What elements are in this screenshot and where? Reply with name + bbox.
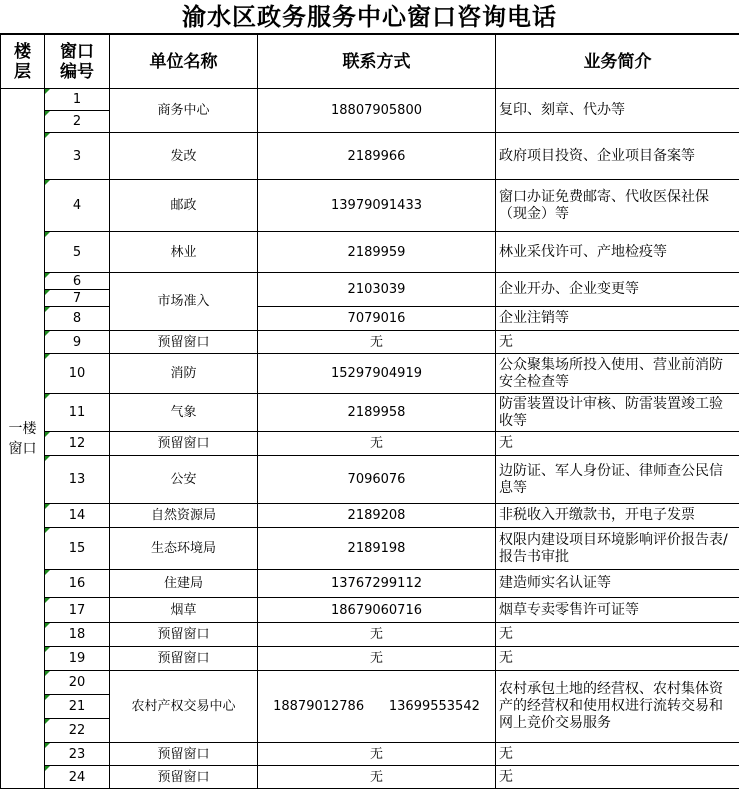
unit-name: 公安	[110, 456, 258, 504]
header-business: 业务简介	[496, 35, 739, 89]
contact-phone: 18807905800	[258, 89, 496, 133]
contact-phone: 2189966	[258, 133, 496, 180]
table-row	[1, 232, 739, 273]
window-number: 22	[45, 719, 110, 743]
window-number: 18	[45, 623, 110, 647]
unit-name: 林业	[110, 232, 258, 273]
contact-phone: 15297904919	[258, 354, 496, 394]
table-row	[1, 504, 739, 528]
window-number: 12	[45, 432, 110, 456]
business-desc: 防雷装置设计审核、防雷装置竣工验收等	[496, 394, 739, 432]
contact-phone: 无	[258, 647, 496, 671]
table-row	[1, 623, 739, 647]
business-desc: 无	[496, 623, 739, 647]
business-desc: 农村承包土地的经营权、农村集体资产的经营权和使用权进行流转交易和网上竞价交易服务	[496, 671, 739, 743]
contact-table	[0, 34, 739, 789]
table-row	[1, 273, 739, 290]
window-number: 4	[45, 180, 110, 232]
business-desc: 边防证、军人身份证、律师查公民信息等	[496, 456, 739, 504]
business-desc: 复印、刻章、代办等	[496, 89, 739, 133]
table-row	[1, 331, 739, 354]
business-desc: 建造师实名认证等	[496, 570, 739, 598]
window-number: 1	[45, 89, 110, 111]
unit-name: 发改	[110, 133, 258, 180]
table-row	[1, 743, 739, 766]
unit-name: 预留窗口	[110, 766, 258, 789]
table-row	[1, 671, 739, 695]
business-desc: 政府项目投资、企业项目备案等	[496, 133, 739, 180]
unit-name: 预留窗口	[110, 743, 258, 766]
unit-name: 烟草	[110, 598, 258, 623]
business-desc: 无	[496, 432, 739, 456]
window-number: 20	[45, 671, 110, 695]
window-number: 13	[45, 456, 110, 504]
window-number: 9	[45, 331, 110, 354]
table-row	[1, 354, 739, 394]
window-number: 23	[45, 743, 110, 766]
table-row	[1, 570, 739, 598]
contact-phone: 2189959	[258, 232, 496, 273]
floor-cell: 一楼 窗口	[1, 89, 45, 789]
window-number: 2	[45, 111, 110, 133]
contact-phone: 7079016	[258, 307, 496, 331]
unit-name: 预留窗口	[110, 623, 258, 647]
unit-name: 商务中心	[110, 89, 258, 133]
table-row	[1, 528, 739, 570]
header-contact: 联系方式	[258, 35, 496, 89]
contact-phone: 13979091433	[258, 180, 496, 232]
business-desc: 权限内建设项目环境影响评价报告表/报告书审批	[496, 528, 739, 570]
business-desc: 无	[496, 743, 739, 766]
table-row	[1, 766, 739, 789]
contact-phone: 2189958	[258, 394, 496, 432]
business-desc: 窗口办证免费邮寄、代收医保社保（现金）等	[496, 180, 739, 232]
business-desc: 林业采伐许可、产地检疫等	[496, 232, 739, 273]
table-row	[1, 432, 739, 456]
table-row	[1, 647, 739, 671]
window-number: 17	[45, 598, 110, 623]
window-number: 24	[45, 766, 110, 789]
unit-name: 气象	[110, 394, 258, 432]
business-desc: 企业注销等	[496, 307, 739, 331]
contact-phone: 2103039	[258, 273, 496, 307]
contact-phone: 无	[258, 766, 496, 789]
contact-phone: 18679060716	[258, 598, 496, 623]
header-unit: 单位名称	[110, 35, 258, 89]
window-number: 6	[45, 273, 110, 290]
window-number: 11	[45, 394, 110, 432]
contact-phone: 18879012786 13699553542	[258, 671, 496, 743]
business-desc: 企业开办、企业变更等	[496, 273, 739, 307]
unit-name: 农村产权交易中心	[110, 671, 258, 743]
table-row	[1, 89, 739, 111]
window-number: 5	[45, 232, 110, 273]
window-number: 15	[45, 528, 110, 570]
table-row	[1, 598, 739, 623]
window-number: 8	[45, 307, 110, 331]
unit-name: 预留窗口	[110, 331, 258, 354]
contact-phone: 2189198	[258, 528, 496, 570]
business-desc: 无	[496, 647, 739, 671]
contact-phone: 7096076	[258, 456, 496, 504]
business-desc: 无	[496, 331, 739, 354]
unit-name: 自然资源局	[110, 504, 258, 528]
table-row	[1, 456, 739, 504]
contact-phone: 无	[258, 623, 496, 647]
table-row	[1, 180, 739, 232]
unit-name: 消防	[110, 354, 258, 394]
unit-name: 预留窗口	[110, 647, 258, 671]
window-number: 19	[45, 647, 110, 671]
window-number: 14	[45, 504, 110, 528]
business-desc: 无	[496, 766, 739, 789]
unit-name: 邮政	[110, 180, 258, 232]
page-title: 渝水区政务服务中心窗口咨询电话	[0, 0, 739, 34]
contact-phone: 无	[258, 331, 496, 354]
window-number: 10	[45, 354, 110, 394]
unit-name: 市场准入	[110, 273, 258, 331]
unit-name: 住建局	[110, 570, 258, 598]
window-number: 3	[45, 133, 110, 180]
contact-phone: 2189208	[258, 504, 496, 528]
header-window: 窗口 编号	[45, 35, 110, 89]
window-number: 7	[45, 290, 110, 307]
unit-name: 生态环境局	[110, 528, 258, 570]
header-floor: 楼 层	[1, 35, 45, 89]
header-row	[1, 35, 739, 89]
contact-phone: 无	[258, 743, 496, 766]
business-desc: 烟草专卖零售许可证等	[496, 598, 739, 623]
window-number: 21	[45, 695, 110, 719]
business-desc: 公众聚集场所投入使用、营业前消防安全检查等	[496, 354, 739, 394]
window-number: 16	[45, 570, 110, 598]
contact-phone: 无	[258, 432, 496, 456]
table-row	[1, 394, 739, 432]
unit-name: 预留窗口	[110, 432, 258, 456]
table-row	[1, 133, 739, 180]
business-desc: 非税收入开缴款书，开电子发票	[496, 504, 739, 528]
contact-phone: 13767299112	[258, 570, 496, 598]
